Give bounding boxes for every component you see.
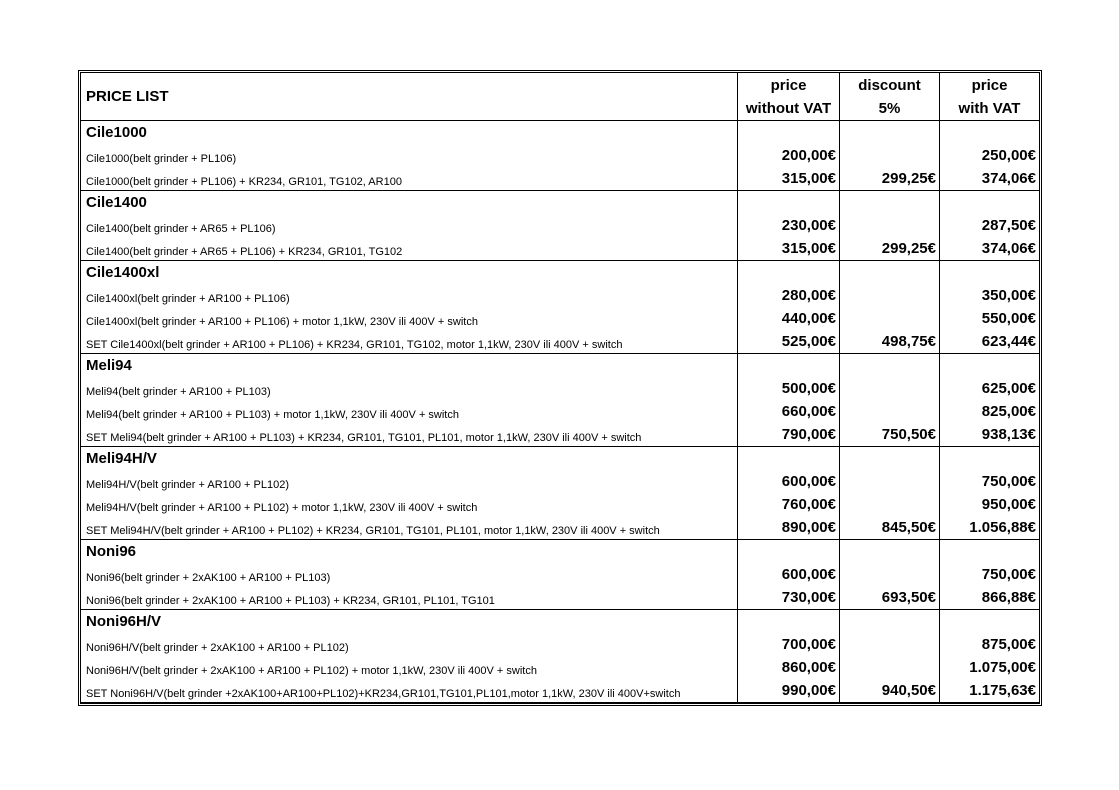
section-title: Noni96H/V (86, 613, 162, 630)
section-title-spacer (738, 610, 839, 633)
discount-price (840, 214, 939, 237)
discount-price: 299,25€ (881, 170, 936, 187)
price-without-vat: 890,00€ (781, 519, 836, 536)
price-with-vat: 1.056,88€ (969, 519, 1036, 536)
price-without-vat-cell (738, 191, 840, 261)
item-description: SET Noni96H/V(belt grinder +2xAK100+AR100+PL102)+KR234,GR101,TG101,PL101,motor 1,1kW, 230V ili 400V+switch (86, 688, 681, 700)
price-without-vat: 990,00€ (781, 682, 836, 699)
header-title-cell (81, 73, 738, 121)
item-description: Cile1000(belt grinder + PL106) + KR234, GR101, TG102, AR100 (86, 176, 402, 188)
discount-price (840, 144, 939, 167)
section-title-spacer (738, 261, 839, 284)
price-with-vat: 750,00€ (981, 473, 1036, 490)
description-cell (81, 610, 738, 703)
product-section (81, 354, 1039, 447)
discount-price (840, 633, 939, 656)
item-description: SET Cile1400xl(belt grinder + AR100 + PL106) + KR234, GR101, TG102, motor 1,1kW, 230V ili 400V + switch (86, 339, 623, 351)
section-title: Cile1400xl (86, 264, 160, 281)
price-without-vat: 440,00€ (781, 310, 836, 327)
section-title-spacer (940, 121, 1039, 144)
price-with-vat: 866,88€ (981, 589, 1036, 606)
section-title: Cile1400 (86, 194, 147, 211)
price-without-vat: 280,00€ (781, 287, 836, 304)
section-title-spacer (738, 121, 839, 144)
product-section (81, 191, 1039, 261)
price-with-vat: 287,50€ (981, 217, 1036, 234)
discount-price (840, 377, 939, 400)
price-without-vat: 860,00€ (781, 659, 836, 676)
price-with-vat-cell (940, 540, 1039, 610)
discount-cell (840, 191, 940, 261)
price-with-vat: 350,00€ (981, 287, 1036, 304)
item-description: SET Meli94H/V(belt grinder + AR100 + PL102) + KR234, GR101, TG101, PL101, motor 1,1kW, 230V ili 400V + switch (86, 525, 660, 537)
price-with-vat-cell (940, 610, 1039, 703)
price-with-vat: 374,06€ (981, 240, 1036, 257)
header-price-line2: without VAT (745, 99, 832, 117)
price-without-vat: 315,00€ (781, 170, 836, 187)
section-title-spacer (840, 540, 939, 563)
header-price-line1: price (770, 76, 807, 94)
price-with-vat: 250,00€ (981, 147, 1036, 164)
section-title-spacer (840, 354, 939, 377)
item-description: Noni96(belt grinder + 2xAK100 + AR100 + PL103) (86, 572, 331, 584)
price-without-vat: 525,00€ (781, 333, 836, 350)
item-description: Cile1400(belt grinder + AR65 + PL106) + KR234, GR101, TG102 (86, 246, 403, 258)
price-with-vat-cell (940, 447, 1039, 540)
item-description: Cile1400xl(belt grinder + AR100 + PL106) + motor 1,1kW, 230V ili 400V + switch (86, 316, 478, 328)
discount-price (840, 400, 939, 423)
item-description: Cile1400xl(belt grinder + AR100 + PL106) (86, 293, 290, 305)
price-without-vat: 230,00€ (781, 217, 836, 234)
header-vat-line1: price (971, 76, 1008, 94)
product-section (81, 610, 1039, 703)
discount-price: 693,50€ (881, 589, 936, 606)
discount-price (840, 493, 939, 516)
section-title-spacer (738, 540, 839, 563)
price-list-title: PRICE LIST (86, 88, 169, 105)
item-description: Noni96(belt grinder + 2xAK100 + AR100 + PL103) + KR234, GR101, PL101, TG101 (86, 595, 495, 607)
item-description: Meli94H/V(belt grinder + AR100 + PL102) + motor 1,1kW, 230V ili 400V + switch (86, 502, 478, 514)
header-row (81, 73, 1039, 121)
header-price-cell (738, 73, 840, 121)
description-cell (81, 540, 738, 610)
price-with-vat-cell (940, 261, 1039, 354)
price-without-vat-cell (738, 540, 840, 610)
section-title-spacer (840, 261, 939, 284)
price-with-vat: 550,00€ (981, 310, 1036, 327)
section-title: Cile1000 (86, 124, 147, 141)
item-description: Cile1000(belt grinder + PL106) (86, 153, 237, 165)
section-title-spacer (840, 610, 939, 633)
price-with-vat: 625,00€ (981, 380, 1036, 397)
price-list-sheet (78, 70, 1042, 706)
discount-price: 299,25€ (881, 240, 936, 257)
product-section (81, 540, 1039, 610)
item-description: Noni96H/V(belt grinder + 2xAK100 + AR100 + PL102) + motor 1,1kW, 230V ili 400V + switch (86, 665, 537, 677)
discount-cell (840, 121, 940, 191)
product-section (81, 447, 1039, 540)
price-without-vat-cell (738, 354, 840, 447)
discount-price: 940,50€ (881, 682, 936, 699)
description-cell (81, 121, 738, 191)
section-title-spacer (738, 447, 839, 470)
price-with-vat: 875,00€ (981, 636, 1036, 653)
discount-cell (840, 540, 940, 610)
discount-cell (840, 447, 940, 540)
price-without-vat-cell (738, 121, 840, 191)
description-cell (81, 447, 738, 540)
price-without-vat: 660,00€ (781, 403, 836, 420)
section-title-spacer (738, 354, 839, 377)
price-with-vat-cell (940, 354, 1039, 447)
section-title-spacer (840, 191, 939, 214)
discount-price (840, 307, 939, 330)
price-without-vat-cell (738, 261, 840, 354)
section-title-spacer (840, 121, 939, 144)
header-vat-line2: with VAT (958, 99, 1021, 117)
price-without-vat: 760,00€ (781, 496, 836, 513)
price-without-vat: 700,00€ (781, 636, 836, 653)
item-description: Meli94(belt grinder + AR100 + PL103) + motor 1,1kW, 230V ili 400V + switch (86, 409, 459, 421)
item-description: Meli94H/V(belt grinder + AR100 + PL102) (86, 479, 290, 491)
item-description: Noni96H/V(belt grinder + 2xAK100 + AR100 + PL102) (86, 642, 349, 654)
description-cell (81, 354, 738, 447)
price-list-table (78, 70, 1042, 706)
section-title-spacer (940, 540, 1039, 563)
section-title-spacer (940, 610, 1039, 633)
product-section (81, 121, 1039, 191)
discount-price (840, 563, 939, 586)
discount-price: 750,50€ (881, 426, 936, 443)
price-without-vat-cell (738, 447, 840, 540)
price-with-vat: 950,00€ (981, 496, 1036, 513)
header-discount-line1: discount (858, 76, 921, 94)
price-without-vat: 790,00€ (781, 426, 836, 443)
price-without-vat: 730,00€ (781, 589, 836, 606)
item-description: Meli94(belt grinder + AR100 + PL103) (86, 386, 271, 398)
price-with-vat-cell (940, 121, 1039, 191)
price-with-vat: 938,13€ (981, 426, 1036, 443)
section-title: Noni96 (86, 543, 137, 560)
price-with-vat: 750,00€ (981, 566, 1036, 583)
section-title-spacer (940, 447, 1039, 470)
discount-price: 498,75€ (881, 333, 936, 350)
price-without-vat: 600,00€ (781, 473, 836, 490)
price-with-vat: 1.075,00€ (969, 659, 1036, 676)
price-without-vat: 500,00€ (781, 380, 836, 397)
discount-price (840, 470, 939, 493)
header-vat-cell (940, 73, 1039, 121)
description-cell (81, 191, 738, 261)
section-title: Meli94 (86, 357, 132, 374)
section-title-spacer (738, 191, 839, 214)
section-title-spacer (940, 191, 1039, 214)
price-with-vat: 1.175,63€ (969, 682, 1036, 699)
discount-price (840, 284, 939, 307)
section-title: Meli94H/V (86, 450, 157, 467)
section-title-spacer (940, 261, 1039, 284)
discount-price (840, 656, 939, 679)
price-without-vat: 315,00€ (781, 240, 836, 257)
item-description: Cile1400(belt grinder + AR65 + PL106) (86, 223, 276, 235)
header-discount-cell (840, 73, 940, 121)
item-description: SET Meli94(belt grinder + AR100 + PL103) + KR234, GR101, TG101, PL101, motor 1,1kW, 230V ili 400V + switch (86, 432, 642, 444)
discount-price: 845,50€ (881, 519, 936, 536)
price-with-vat: 374,06€ (981, 170, 1036, 187)
discount-cell (840, 354, 940, 447)
discount-cell (840, 610, 940, 703)
section-title-spacer (840, 447, 939, 470)
section-title-spacer (940, 354, 1039, 377)
header-discount-line2: 5% (878, 99, 901, 117)
price-without-vat: 600,00€ (781, 566, 836, 583)
product-section (81, 261, 1039, 354)
description-cell (81, 261, 738, 354)
price-with-vat: 825,00€ (981, 403, 1036, 420)
price-without-vat-cell (738, 610, 840, 703)
price-with-vat-cell (940, 191, 1039, 261)
price-without-vat: 200,00€ (781, 147, 836, 164)
price-with-vat: 623,44€ (981, 333, 1036, 350)
discount-cell (840, 261, 940, 354)
